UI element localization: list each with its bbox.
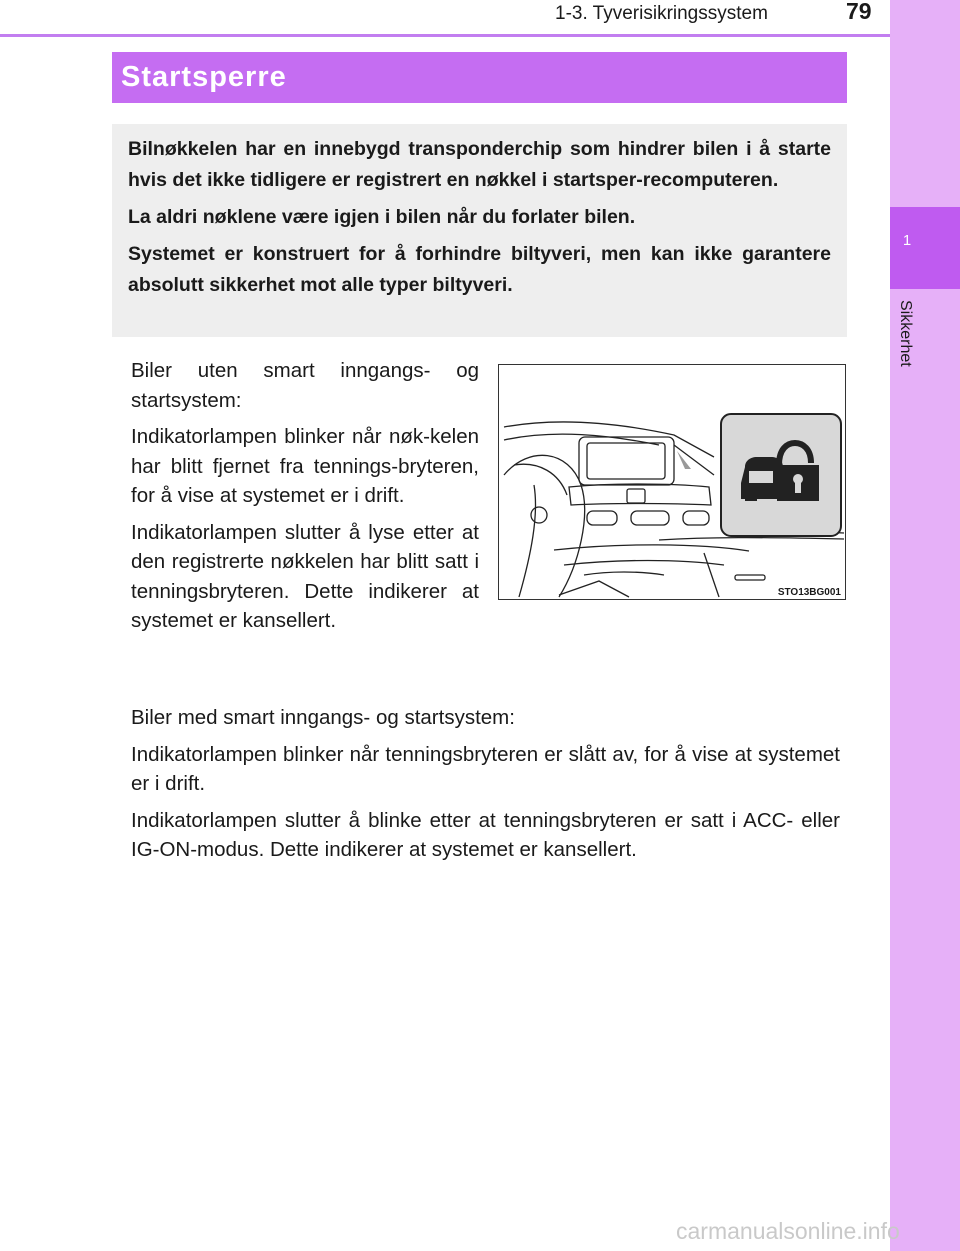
note-box — [112, 124, 847, 337]
note-paragraph: Bilnøkkelen har en innebygd transponderchip som hindrer bilen i å starte hvis det ikke tidligere er registrert en nøkkel i startsper-recomputeren. — [128, 138, 831, 191]
body-paragraph: Indikatorlampen blinker når tenningsbryteren er slått av, for å vise at systemet er i drift. — [131, 742, 840, 795]
body-full-column — [131, 703, 840, 872]
figure-code: STO13BG001 — [777, 587, 841, 598]
body-paragraph: Indikatorlampen blinker når nøk-kelen har blitt fjernet fra tennings-bryteren, for å vise at systemet er i drift. — [131, 425, 479, 507]
note-paragraph: Systemet er konstruert for å forhindre biltyveri, men kan ikke garantere absolutt sikkerhet mot alle typer biltyveri. — [128, 243, 831, 296]
page-number: 79 — [846, 0, 872, 24]
side-tab-strip — [890, 0, 960, 1251]
body-left-column — [131, 356, 479, 643]
note-paragraph: La aldri nøklene være igjen i bilen når du forlater bilen. — [128, 206, 636, 228]
watermark: carmanualsonline.info — [676, 1218, 900, 1244]
body-paragraph: Biler uten smart inngangs- og startsystem: — [131, 359, 479, 412]
section-title-banner: Startsperre — [112, 52, 847, 103]
header-rule — [0, 34, 890, 37]
section-header-title: 1-3. Tyverisikringssystem — [555, 3, 768, 24]
chapter-number: 1 — [902, 232, 912, 249]
dashboard-illustration — [498, 364, 846, 600]
body-paragraph: Indikatorlampen slutter å lyse etter at den registrerte nøkkelen har blitt satt i tenningsbryteren. Dette indikerer at systemet er kansellert. — [131, 520, 479, 632]
body-paragraph: Biler med smart inngangs- og startsystem: — [131, 706, 515, 729]
chapter-label: Sikkerhet — [897, 300, 914, 367]
body-paragraph: Indikatorlampen slutter å blinke etter at tenningsbryteren er satt i ACC- eller IG-ON-modus. Dette indikerer at systemet er kansellert. — [131, 808, 840, 861]
dashboard-drawing — [499, 365, 846, 600]
